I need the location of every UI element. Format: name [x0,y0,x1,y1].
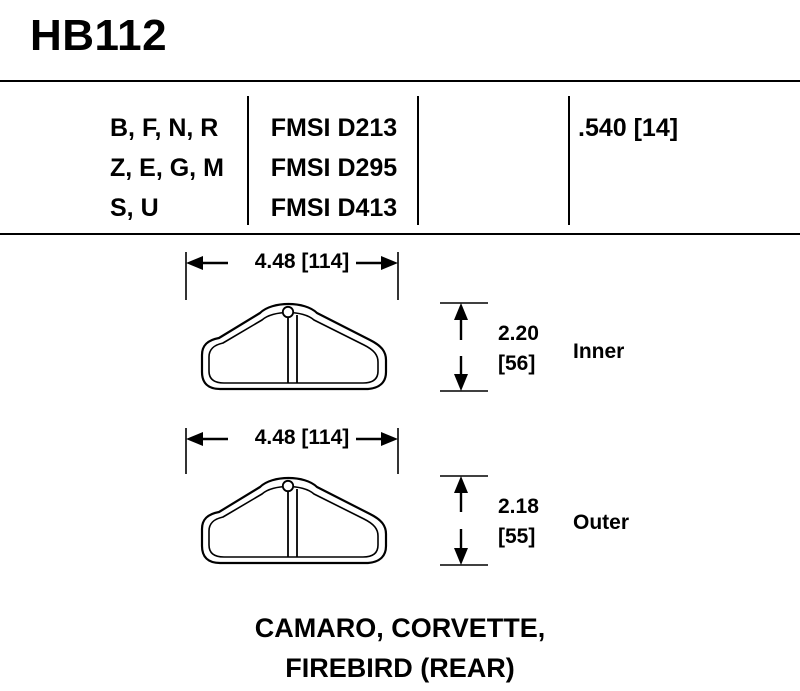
arrowhead-up-icon [454,303,468,320]
compound-codes-column [110,108,240,228]
inner-pad-height-mm: [56] [498,352,536,375]
inner-pad-height-inches: 2.20 [498,322,539,345]
arrowhead-down-icon [454,374,468,391]
compound-codes-row: S, U [110,194,159,222]
thickness-column [578,108,778,148]
outer-pad-mounting-hole [283,481,293,491]
fmsi-row: FMSI D213 [270,114,398,142]
outer-pad-height-mm: [55] [498,525,536,548]
compound-codes-row: Z, E, G, M [110,154,224,182]
outer-pad-height-dimension-graphic [440,476,488,565]
caption-line-2: FIREBIRD (REAR) [285,653,515,683]
compound-codes-row: B, F, N, R [110,114,219,142]
outer-pad-label: Outer [573,511,630,534]
outer-pad-height-inches: 2.18 [498,495,539,518]
inner-pad-mounting-hole [283,307,293,317]
outer-pad-inner-contour [209,487,378,558]
divider-vertical-2 [417,96,419,225]
caption-line-1: CAMARO, CORVETTE, [254,613,546,643]
fmsi-column [258,108,410,228]
inner-pad-height-dimension-graphic [440,303,488,391]
inner-pad-drawing [202,304,386,389]
outer-pad-outline [202,478,386,563]
arrowhead-down-icon [454,548,468,565]
inner-pad-outline [202,304,386,389]
outer-pad-width-dimension: 4.48 [114] [254,426,350,449]
divider-vertical-3 [568,96,570,225]
outer-pad-height-dimension [498,492,578,552]
divider-top [0,80,800,82]
arrowhead-left-icon [186,432,203,446]
vehicle-application-caption [0,608,800,688]
arrowhead-up-icon [454,476,468,493]
inner-pad-width-dimension: 4.48 [114] [254,250,350,273]
arrowhead-left-icon [186,256,203,270]
divider-vertical-1 [247,96,249,225]
fmsi-row: FMSI D413 [270,194,398,222]
fmsi-row: FMSI D295 [270,154,398,182]
inner-pad-height-dimension [498,319,578,379]
inner-pad-label: Inner [573,340,625,363]
arrowhead-right-icon [381,432,398,446]
arrowhead-right-icon [381,256,398,270]
page-title: HB112 [30,11,168,60]
inner-pad-inner-contour [209,313,378,384]
thickness-value: .540 [14] [578,114,679,142]
outer-pad-drawing [202,478,386,563]
divider-middle [0,233,800,235]
